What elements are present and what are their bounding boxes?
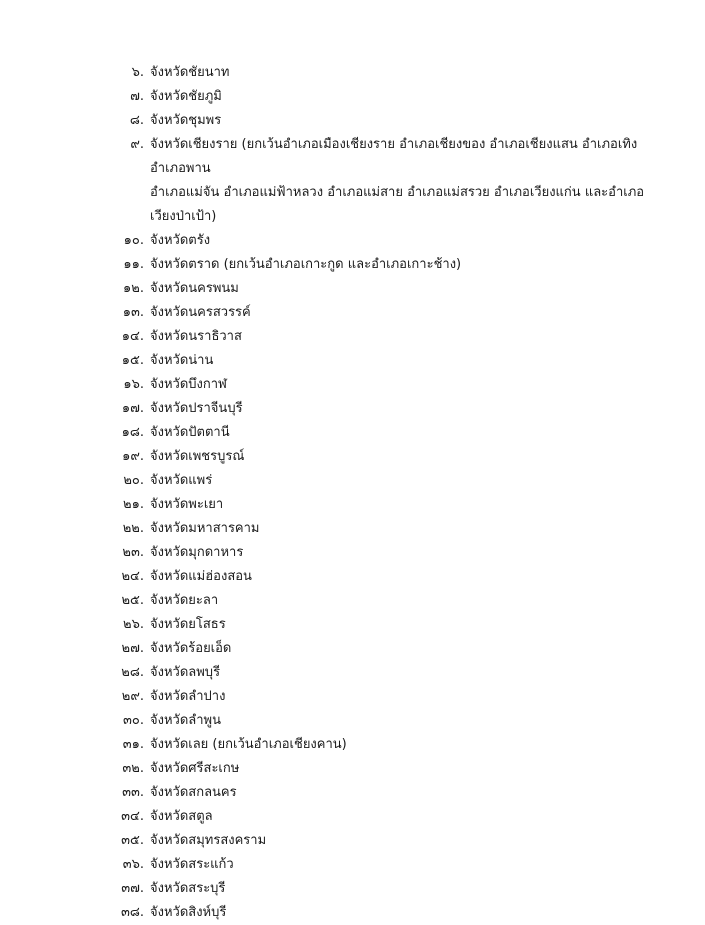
item-number: ๖. [131, 65, 144, 80]
item-number: ๓๖. [122, 857, 144, 872]
item-text: จังหวัดเพชรบูรณ์ [150, 449, 245, 464]
item-number: ๒๓. [122, 545, 144, 560]
item-text: จังหวัดลพบุรี [150, 665, 221, 680]
list-item [0, 637, 705, 661]
item-text: จังหวัดปราจีนบุรี [150, 401, 243, 416]
item-number: ๓๕. [121, 833, 144, 848]
list-item [0, 133, 705, 229]
item-text: จังหวัดพะเยา [150, 497, 224, 512]
item-text: จังหวัดชัยภูมิ [150, 89, 222, 104]
item-text: จังหวัดลำพูน [150, 713, 221, 728]
list-item [0, 901, 705, 925]
item-text: จังหวัดมหาสารคาม [150, 521, 260, 536]
item-text: จังหวัดชุมพร [150, 113, 222, 128]
item-text: จังหวัดลำปาง [150, 689, 226, 704]
list-item [0, 61, 705, 85]
item-number: ๑๘. [121, 425, 144, 440]
item-text-line-1: จังหวัดเชียงราย (ยกเว้นอำเภอเมืองเชียงราย อำเภอเชียงของ อำเภอเชียงแสน อำเภอเทิง อำเภอพาน [150, 137, 638, 176]
item-number: ๓๐. [123, 713, 144, 728]
item-number: ๒๐. [123, 473, 144, 488]
list-item [0, 109, 705, 133]
list-item [0, 493, 705, 517]
item-number: ๒๖. [123, 617, 144, 632]
list-item [0, 349, 705, 373]
item-number: ๓๘. [120, 905, 144, 920]
item-number: ๒๗. [121, 641, 144, 656]
item-text: จังหวัดยะลา [150, 593, 219, 608]
item-number: ๗. [130, 89, 144, 104]
item-text: จังหวัดสกลนคร [150, 785, 237, 800]
list-item [0, 781, 705, 805]
item-number: ๒๒. [122, 521, 144, 536]
list-item [0, 469, 705, 493]
item-number: ๙. [130, 137, 144, 152]
item-text: จังหวัดมุกดาหาร [150, 545, 244, 560]
item-text: จังหวัดน่าน [150, 353, 214, 368]
list-item [0, 853, 705, 877]
item-number: ๒๘. [121, 665, 144, 680]
item-number: ๓๓. [122, 785, 144, 800]
list-item [0, 709, 705, 733]
item-number: ๑๕. [121, 353, 144, 368]
item-text: จังหวัดตรัง [150, 233, 211, 248]
list-item [0, 277, 705, 301]
item-number: ๒๕. [121, 593, 144, 608]
list-item [0, 253, 705, 277]
list-item [0, 565, 705, 589]
list-item [0, 421, 705, 445]
item-number: ๒๔. [121, 569, 144, 584]
item-text: จังหวัดชัยนาท [150, 65, 230, 80]
item-number: ๘. [129, 113, 144, 128]
item-text: จังหวัดยโสธร [150, 617, 226, 632]
list-item [0, 877, 705, 901]
item-text: จังหวัดสตูล [150, 809, 213, 824]
list-item [0, 229, 705, 253]
list-item [0, 445, 705, 469]
item-text: จังหวัดร้อยเอ็ด [150, 641, 232, 656]
list-item [0, 301, 705, 325]
item-number: ๑๗. [121, 401, 144, 416]
item-text [150, 133, 670, 229]
item-number: ๓๑. [122, 737, 144, 752]
item-text: จังหวัดสิงห์บุรี [150, 905, 227, 920]
item-text: จังหวัดสระแก้ว [150, 857, 234, 872]
item-number: ๒๑. [123, 497, 144, 512]
item-number: ๑๖. [123, 377, 144, 392]
item-text-line-2: อำเภอแม่จัน อำเภอแม่ฟ้าหลวง อำเภอแม่สาย อำเภอแม่สรวย อำเภอเวียงแก่น และอำเภอเวียงป่าเป้า) [150, 185, 645, 224]
item-number: ๑๓. [122, 305, 144, 320]
list-item [0, 517, 705, 541]
list-item [0, 85, 705, 109]
list-item [0, 397, 705, 421]
item-number: ๒๙. [121, 689, 144, 704]
list-item [0, 613, 705, 637]
list-item [0, 661, 705, 685]
item-text: จังหวัดเลย (ยกเว้นอำเภอเชียงคาน) [150, 737, 347, 752]
item-text: จังหวัดแม่ฮ่องสอน [150, 569, 252, 584]
item-number: ๑๑. [123, 257, 144, 272]
item-number: ๑๐. [123, 233, 144, 248]
item-text: จังหวัดสระบุรี [150, 881, 226, 896]
list-item [0, 829, 705, 853]
item-number: ๓๗. [121, 881, 144, 896]
list-item [0, 325, 705, 349]
list-item [0, 373, 705, 397]
item-number: ๑๙. [122, 449, 144, 464]
item-number: ๑๔. [121, 329, 144, 344]
item-text: จังหวัดสมุทรสงคราม [150, 833, 267, 848]
item-text: จังหวัดนราธิวาส [150, 329, 242, 344]
item-number: ๓๒. [122, 761, 144, 776]
item-text: จังหวัดปัตตานี [150, 425, 230, 440]
list-item [0, 733, 705, 757]
item-number: ๑๒. [123, 281, 144, 296]
province-list [0, 61, 705, 925]
list-item [0, 685, 705, 709]
list-item [0, 589, 705, 613]
item-text: จังหวัดแพร่ [150, 473, 213, 488]
item-text: จังหวัดบึงกาฬ [150, 377, 227, 392]
list-item [0, 805, 705, 829]
item-text: จังหวัดศรีสะเกษ [150, 761, 240, 776]
item-number: ๓๔. [121, 809, 144, 824]
item-text: จังหวัดนครพนม [150, 281, 239, 296]
item-text: จังหวัดตราด (ยกเว้นอำเภอเกาะกูด และอำเภอเกาะช้าง) [150, 257, 462, 272]
item-text: จังหวัดนครสวรรค์ [150, 305, 251, 320]
list-item [0, 757, 705, 781]
list-item [0, 541, 705, 565]
